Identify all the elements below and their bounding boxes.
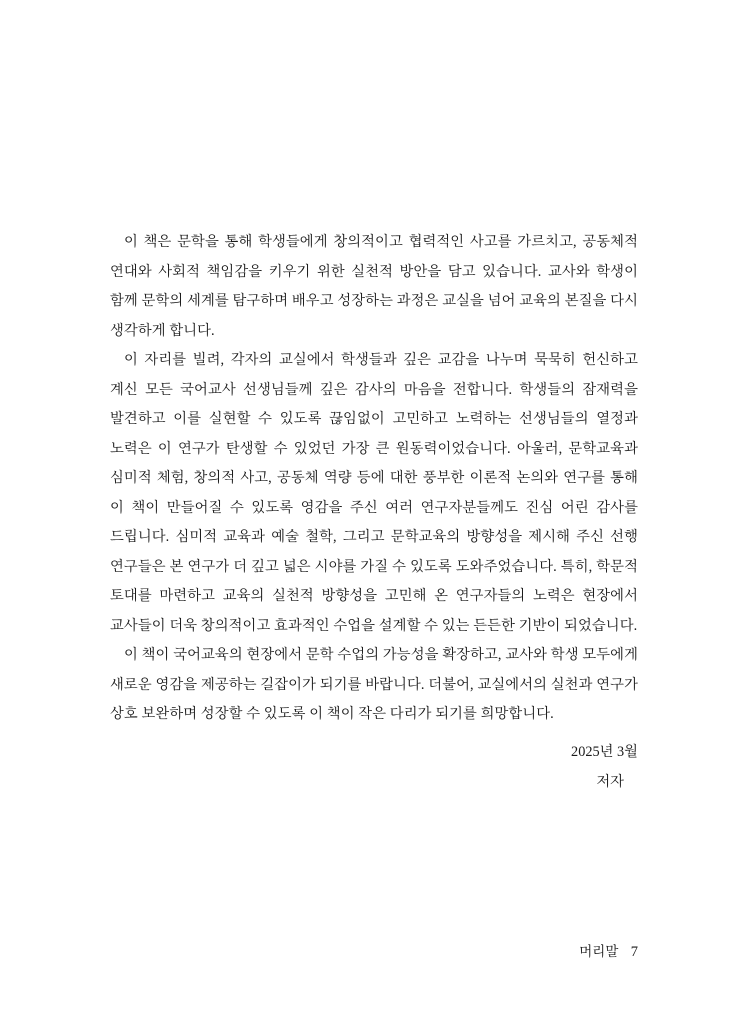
body-paragraph-2: 이 자리를 빌려, 각자의 교실에서 학생들과 깊은 교감을 나누며 묵묵히 헌신하고 계신 모든 국어교사 선생님들께 깊은 감사의 마음을 전합니다. 학생들의 잠재력을 발견하고 이를 실현할 수 있도록 끊임없이 고민하고 노력하는 선생님들의 열정과 노력은 이 연구가 탄생할 수 있었던 가장 큰 원동력이었습니다. 아울러, 문학교육과 심미적 체험, 창의적 사고, 공동체 역량 등에 대한 풍부한 이론적 논의와 연구를 통해 이 책이 만들어질 수 있도록 영감을 주신 여러 연구자분들께도 진심 어린 감사를 드립니다. 심미적 교육과 예술 철학, 그리고 문학교육의 방향성을 제시해 주신 선행 연구들은 본 연구가 더 깊고 넓은 시야를 가질 수 있도록 도와주었습니다. 특히, 학문적 토대를 마련하고 교육의 실천적 방향성을 고민해 온 연구자들의 노력은 현장에서 교사들이 더욱 창의적이고 효과적인 수업을 설계할 수 있는 든든한 기반이 되었습니다. [110,352,638,634]
footer-page-number: 7 [630,944,638,960]
body-paragraph-1: 이 책은 문학을 통해 학생들에게 창의적이고 협력적인 사고를 가르치고, 공동체적 연대와 사회적 책임감을 키우기 위한 실천적 방안을 담고 있습니다. 교사와 학생이 함께 문학의 세계를 탐구하며 배우고 성장하는 과정은 교실을 넘어 교육의 본질을 다시 생각하게 합니다. [110,234,638,339]
page-footer [0,940,638,961]
signature-author: 저자 [596,773,624,790]
signature-date: 2025년 3월 [571,744,638,760]
body-paragraph-3: 이 책이 국어교육의 현장에서 문학 수업의 가능성을 확장하고, 교사와 학생 모두에게 새로운 영감을 제공하는 길잡이가 되기를 바랍니다. 더불어, 교실에서의 실천과 연구가 상호 보완하며 성장할 수 있도록 이 책이 작은 다리가 되기를 희망합니다. [110,647,638,722]
preface-body [110,228,638,730]
footer-section-label: 머리말 [579,944,619,959]
signature-block [338,738,638,797]
